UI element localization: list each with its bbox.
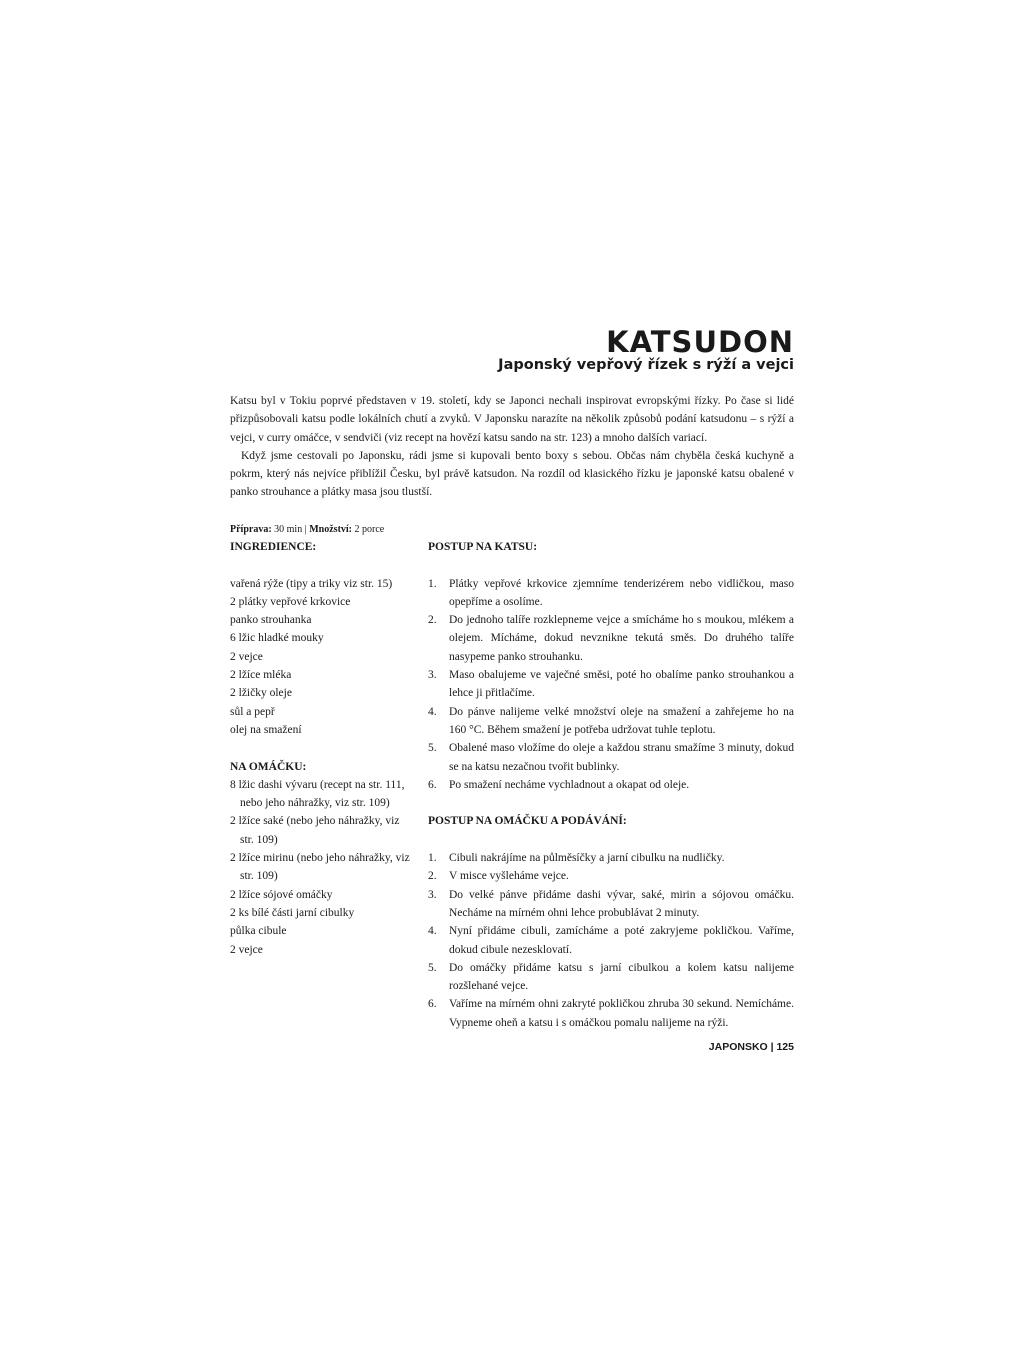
- sauce-step: [428, 849, 794, 867]
- step-text: Do velké pánve přidáme dashi vývar, saké, mirin a sójovou omáčku. Necháme na mírném ohni lehce probublávat 2 minuty.: [449, 888, 794, 919]
- sauce-heading: NA OMÁČKU:: [230, 760, 307, 773]
- step-text: Nyní přidáme cibuli, zamícháme a poté zakryjeme pokličkou. Vaříme, dokud cibule nezesklovatí.: [449, 925, 794, 956]
- recipe-page: [230, 0, 794, 1365]
- ingredient-item: 2 plátky vepřové krkovice: [230, 595, 351, 608]
- katsu-step: [428, 776, 794, 794]
- intro-text: [230, 392, 794, 502]
- step-number: 4.: [428, 705, 437, 718]
- step-text: Do pánve nalijeme velké množství oleje na smažení a zahřejeme ho na 160 °C. Během smažení je potřeba udržovat tuhle teplotu.: [449, 705, 794, 736]
- sauce-ingredients-list: [230, 776, 410, 959]
- sauce-ingredient-item: 2 ks bílé části jarní cibulky: [230, 906, 355, 919]
- step-number: 6.: [428, 778, 437, 791]
- sauce-step: [428, 922, 794, 959]
- step-text: Po smažení necháme vychladnout a okapat od oleje.: [449, 778, 690, 791]
- sauce-ingredient-item: 2 lžíce sójové omáčky: [230, 888, 333, 901]
- katsu-step: [428, 575, 794, 612]
- step-number: 2.: [428, 870, 437, 883]
- servings-value: 2 porce: [354, 524, 385, 535]
- sauce-ingredient-item: 2 lžíce saké (nebo jeho náhražky, viz str. 109): [230, 815, 400, 846]
- ingredient-item: vařená rýže (tipy a triky viz str. 15): [230, 577, 393, 590]
- page-footer: JAPONSKO | 125: [708, 1041, 794, 1053]
- katsu-steps-list: [428, 575, 794, 795]
- step-number: 4.: [428, 925, 437, 938]
- step-text: Obalené maso vložíme do oleje a každou stranu smažíme 3 minuty, dokud se na katsu nezačnou tvořit bublinky.: [449, 742, 794, 773]
- step-text: Maso obalujeme ve vaječné směsi, poté ho obalíme panko strouhankou a lehce ji přitlačíme.: [449, 669, 794, 700]
- step-number: 3.: [428, 669, 437, 682]
- method-column: [428, 538, 794, 1032]
- step-number: 1.: [428, 852, 437, 865]
- step-text: Cibuli nakrájíme na půlměsíčky a jarní cibulku na nudličky.: [449, 852, 725, 865]
- katsu-step: [428, 703, 794, 740]
- katsu-step: [428, 666, 794, 703]
- step-text: V misce vyšleháme vejce.: [449, 870, 569, 883]
- step-text: Do omáčky přidáme katsu s jarní cibulkou a kolem katsu nalijeme rozšlehané vejce.: [449, 961, 794, 993]
- ingredient-item: panko strouhanka: [230, 614, 312, 627]
- step-text: Vaříme na mírném ohni zakryté pokličkou zhruba 30 sekund. Nemícháme. Vypneme oheň a katsu i s omáčkou pomalu nalijeme na rýži.: [449, 998, 794, 1029]
- meta-separator: |: [304, 524, 307, 535]
- ingredient-item: 2 lžičky oleje: [230, 687, 292, 700]
- ingredient-item: olej na smažení: [230, 723, 302, 736]
- sauce-steps-list: [428, 849, 794, 1032]
- step-number: 5.: [428, 961, 437, 974]
- step-text: Do jednoho talíře rozklepneme vejce a smícháme ho s moukou, mlékem a olejem. Mícháme, dokud nevznikne tekutá směs. Do druhého talíře nasypeme panko strouhanku.: [449, 614, 794, 663]
- sauce-step: [428, 959, 794, 996]
- sauce-ingredient-item: 2 vejce: [230, 943, 263, 956]
- sauce-step: [428, 995, 794, 1032]
- recipe-title: KATSUDON: [606, 325, 794, 359]
- step-number: 3.: [428, 888, 437, 901]
- step-number: 2.: [428, 614, 437, 627]
- servings-label: Množství:: [309, 524, 353, 535]
- prep-label: Příprava:: [230, 524, 272, 535]
- recipe-subtitle: Japonský vepřový řízek s rýží a vejci: [498, 357, 794, 373]
- katsu-steps-heading: POSTUP NA KATSU:: [428, 541, 538, 553]
- katsu-step: [428, 739, 794, 776]
- step-number: 6.: [428, 998, 437, 1011]
- ingredient-item: 6 lžic hladké mouky: [230, 632, 324, 645]
- step-number: 5.: [428, 742, 437, 755]
- step-text: Plátky vepřové krkovice zjemníme tenderizérem nebo vidličkou, maso opepříme a osolíme.: [449, 577, 794, 608]
- sauce-ingredient-item: půlka cibule: [230, 925, 287, 938]
- sauce-step: [428, 867, 794, 885]
- ingredients-heading: INGREDIENCE:: [230, 541, 317, 553]
- ingredients-list: [230, 575, 410, 740]
- ingredient-item: 2 vejce: [230, 650, 263, 663]
- intro-paragraph: Katsu byl v Tokiu poprvé představen v 19. století, kdy se Japonci nechali inspirovat evropskými řízky. Po čase si lidé přizpůsobovali katsu podle lokálních chutí a zvyků. V Japonsku narazíte na několik způsobů podání katsudonu – s rýží a vejci, v curry omáčce, v sendviči (viz recept na hovězí katsu sando na str. 123) a mnoho dalších variací.: [230, 395, 794, 444]
- prep-value: 30 min: [274, 524, 303, 535]
- sauce-ingredient-item: 8 lžic dashi vývaru (recept na str. 111, nebo jeho náhražky, viz str. 109): [230, 778, 405, 810]
- sauce-ingredient-item: 2 lžíce mirinu (nebo jeho náhražky, viz str. 109): [230, 852, 410, 883]
- katsu-step: [428, 611, 794, 666]
- intro-paragraph: Když jsme cestovali po Japonsku, rádi jsme si kupovali bento boxy s sebou. Občas nám chyběla česká kuchyně a pokrm, který nás nejvíce přiblížil Česku, byl právě katsudon. Na rozdíl od klasického řízku je japonské katsu obalené v panko strouhance a plátky masa jsou tlustší.: [230, 449, 794, 499]
- step-number: 1.: [428, 577, 437, 590]
- sauce-steps-heading: POSTUP NA OMÁČKU A PODÁVÁNÍ:: [428, 815, 627, 828]
- ingredient-item: sůl a pepř: [230, 705, 275, 718]
- recipe-meta: [230, 523, 384, 537]
- ingredients-column: [230, 538, 410, 959]
- ingredient-item: 2 lžíce mléka: [230, 669, 292, 682]
- sauce-step: [428, 886, 794, 923]
